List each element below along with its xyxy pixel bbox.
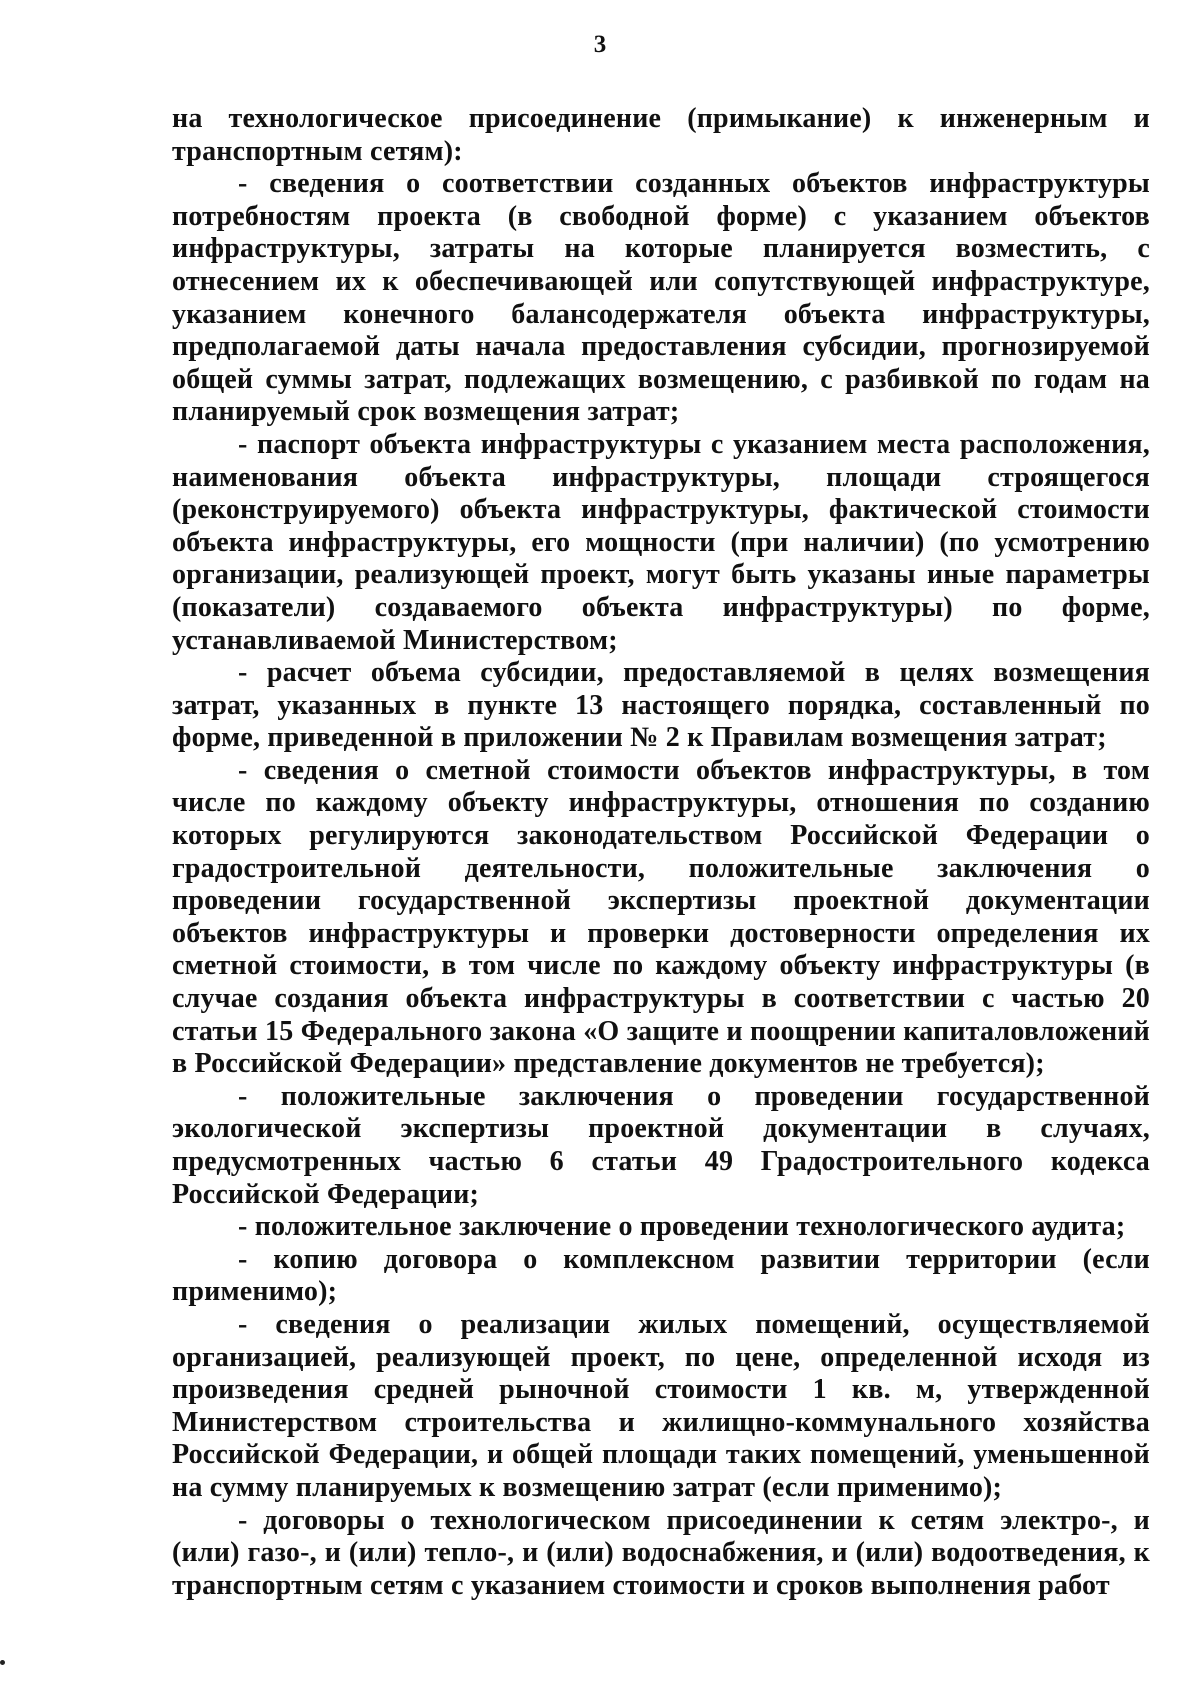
- document-body: [172, 103, 1150, 1602]
- paragraph-technology-audit: - положительное заключение о проведении технологического аудита;: [238, 1211, 1126, 1243]
- paragraph-subsidy-calculation: - расчет объема субсидии, предоставляемой в целях возмещения затрат, указанных в пункте 13 настоящего порядка, составленный по форме, приведенной в приложении № 2 к Правилам возмещения затрат;: [172, 657, 1150, 754]
- paragraph-estimated-cost: - сведения о сметной стоимости объектов инфраструктуры, в том числе по каждому объекту инфраструктуры, отношения по созданию которых регулируются законодательством Российской Федерации о градостроительной деятельности, положительные заключения о проведении государственной экспертизы проектной документации объектов инфраструктуры и проверки достоверности определения их сметной стоимости, в том числе по каждому объекту инфраструктуры (в случае создания объекта инфраструктуры в соответствии с частью 20 статьи 15 Федерального закона «О защите и поощрении капиталовложений в Российской Федерации» представление документов не требуется);: [172, 754, 1150, 1080]
- paragraph-infrastructure-compliance: - сведения о соответствии созданных объектов инфраструктуры потребностям проекта (в свободной форме) с указанием объектов инфраструктуры, затраты на которые планируется возместить, с отнесением их к обеспечивающей или сопутствующей инфраструктуре, указанием конечного балансодержателя объекта инфраструктуры, предполагаемой даты начала предоставления субсидии, прогнозируемой общей суммы затрат, подлежащих возмещению, с разбивкой по годам на планируемый срок возмещения затрат;: [172, 168, 1150, 428]
- paragraph-housing-sales: - сведения о реализации жилых помещений, осуществляемой организацией, реализующей проект, по цене, определенной исходя из произведения средней рыночной стоимости 1 кв. м, утвержденной Министерством строительства и жилищно-коммунального хозяйства Российской Федерации, и общей площади таких помещений, уменьшенной на сумму планируемых к возмещению затрат (если применимо);: [172, 1308, 1150, 1503]
- paragraph-territory-development: - копию договора о комплексном развитии территории (если применимо);: [172, 1243, 1150, 1308]
- paragraph-connection-contracts: - договоры о технологическом присоединении к сетям электро-, и (или) газо-, и (или) тепло-, и (или) водоснабжения, и (или) водоотведения, к транспортным сетям с указанием стоимости и сроков выполнения работ: [172, 1504, 1150, 1601]
- scan-margin-mark: [0, 1660, 5, 1665]
- paragraph-environmental-expertise: - положительные заключения о проведении государственной экологической экспертизы проектной документации в случаях, предусмотренных частью 6 статьи 49 Градостроительного кодекса Российской Федерации;: [172, 1080, 1150, 1210]
- paragraph-continuation: на технологическое присоединение (примыкание) к инженерным и транспортным сетям):: [172, 103, 1150, 167]
- page-number: 3: [593, 31, 607, 58]
- paragraph-infrastructure-passport: - паспорт объекта инфраструктуры с указанием места расположения, наименования объекта инфраструктуры, площади строящегося (реконструируемого) объекта инфраструктуры, фактической стоимости объекта инфраструктуры, его мощности (при наличии) (по усмотрению организации, реализующей проект, могут быть указаны иные параметры (показатели) создаваемого объекта инфраструктуры) по форме, устанавливаемой Министерством;: [172, 428, 1150, 656]
